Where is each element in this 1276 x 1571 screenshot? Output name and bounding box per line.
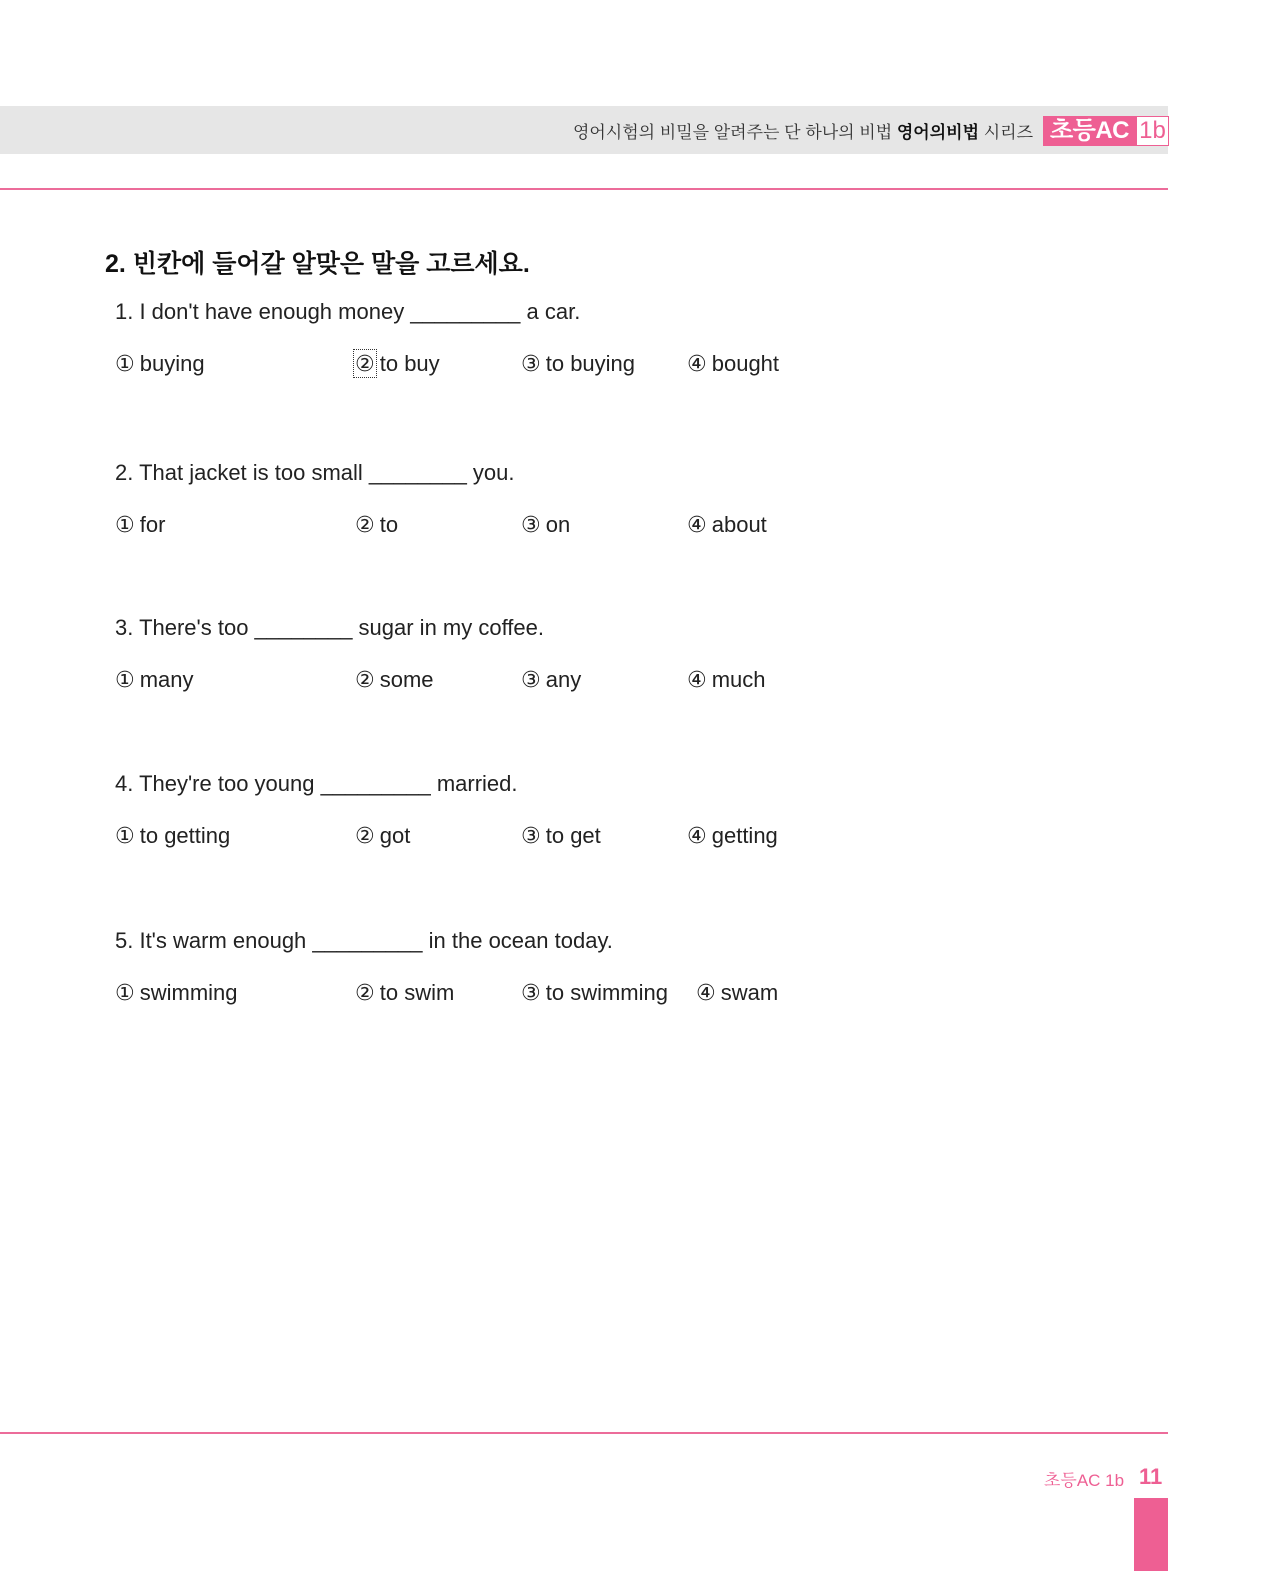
option-4[interactable] <box>696 980 778 1006</box>
option-number: ① <box>115 512 135 537</box>
option-3[interactable] <box>521 512 570 538</box>
option-number: ① <box>115 667 135 692</box>
option-text: to get <box>545 823 601 848</box>
series-prefix: 영어시험의 비밀을 알려주는 단 하나의 비법 <box>572 123 897 142</box>
option-text: bought <box>711 351 780 376</box>
option-text: to swimming <box>545 980 668 1005</box>
option-text: much <box>711 667 766 692</box>
section-title: 2. 빈칸에 들어갈 알맞은 말을 고르세요. <box>105 250 530 278</box>
option-1[interactable] <box>115 823 230 849</box>
option-text: swimming <box>139 980 238 1005</box>
option-text: got <box>379 823 411 848</box>
option-number: ② <box>355 512 375 537</box>
option-4[interactable] <box>687 667 766 693</box>
option-number: ④ <box>687 512 707 537</box>
question-stem: 1. I don't have enough money _________ a car. <box>115 299 581 324</box>
option-text: for <box>139 512 166 537</box>
option-number: ① <box>115 351 135 376</box>
page-number: 11 <box>1139 1464 1163 1489</box>
page-tab <box>1134 1498 1168 1571</box>
option-text: on <box>545 512 571 537</box>
option-3[interactable] <box>521 823 601 849</box>
option-number: ④ <box>696 980 716 1005</box>
option-number: ③ <box>521 980 541 1005</box>
option-2[interactable] <box>355 351 440 377</box>
option-text: swam <box>720 980 779 1005</box>
option-text: to getting <box>139 823 231 848</box>
option-text: any <box>545 667 582 692</box>
option-2[interactable] <box>355 667 434 693</box>
option-1[interactable] <box>115 980 238 1006</box>
series-name: 영어의비법 <box>896 123 979 142</box>
footer-label: 초등AC 1b <box>1044 1471 1125 1490</box>
option-text: to <box>379 512 399 537</box>
bottom-divider <box>0 1432 1168 1434</box>
option-text: buying <box>139 351 205 376</box>
question-stem: 5. It's warm enough _________ in the ocean today. <box>115 928 613 953</box>
option-text: to buy <box>379 351 440 376</box>
option-4[interactable] <box>687 823 778 849</box>
option-number: ② <box>355 823 375 848</box>
option-number: ① <box>115 980 135 1005</box>
option-number: ④ <box>687 351 707 376</box>
option-number: ① <box>115 823 135 848</box>
option-2[interactable] <box>355 512 398 538</box>
option-text: some <box>379 667 434 692</box>
option-text: to buying <box>545 351 636 376</box>
option-number: ② <box>355 980 375 1005</box>
question-stem: 4. They're too young _________ married. <box>115 771 518 796</box>
option-3[interactable] <box>521 351 635 377</box>
option-text: to swim <box>379 980 455 1005</box>
option-number: ② <box>355 667 375 692</box>
series-suffix: 시리즈 <box>979 123 1033 142</box>
option-text: many <box>139 667 194 692</box>
top-divider <box>0 188 1168 190</box>
option-text: about <box>711 512 767 537</box>
option-text: getting <box>711 823 778 848</box>
option-1[interactable] <box>115 667 194 693</box>
brand-badge: 초등AC <box>1043 116 1136 146</box>
level-badge: 1b <box>1136 116 1169 146</box>
option-number: ③ <box>521 667 541 692</box>
option-1[interactable] <box>115 512 165 538</box>
option-4[interactable] <box>687 351 779 377</box>
option-number: ② <box>355 351 375 376</box>
option-number: ③ <box>521 823 541 848</box>
option-number: ③ <box>521 512 541 537</box>
option-3[interactable] <box>521 980 668 1006</box>
option-2[interactable] <box>355 823 410 849</box>
option-2[interactable] <box>355 980 454 1006</box>
question-stem: 2. That jacket is too small ________ you. <box>115 460 515 485</box>
option-number: ④ <box>687 667 707 692</box>
option-number: ③ <box>521 351 541 376</box>
option-number: ④ <box>687 823 707 848</box>
option-1[interactable] <box>115 351 205 377</box>
series-title <box>573 118 1033 143</box>
question-stem: 3. There's too ________ sugar in my coffee. <box>115 615 544 640</box>
option-3[interactable] <box>521 667 581 693</box>
option-4[interactable] <box>687 512 767 538</box>
